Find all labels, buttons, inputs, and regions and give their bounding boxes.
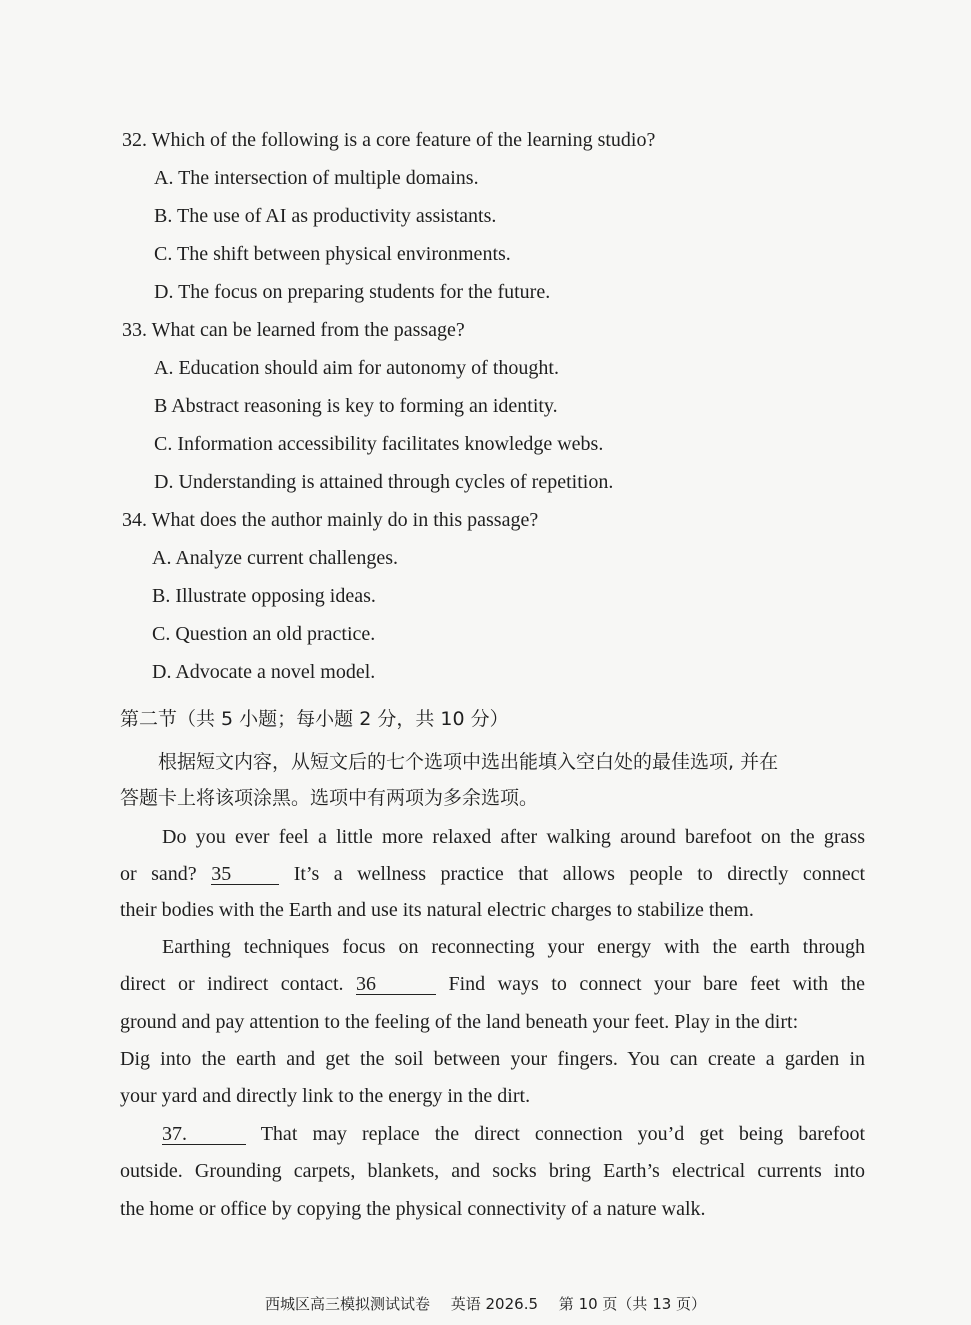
passage-p2-line3: ground and pay attention to the feeling of the land beneath your feet. Play in the dirt: xyxy=(120,1011,799,1033)
question-32-option-a: A. The intersection of multiple domains. xyxy=(154,167,479,189)
question-33-option-a: A. Education should aim for autonomy of thought. xyxy=(154,357,559,379)
question-34-option-d: D. Advocate a novel model. xyxy=(152,661,376,683)
passage-p2-line1: Earthing techniques focus on reconnecting your energy with the earth through xyxy=(162,936,865,958)
blank-36: 36 xyxy=(356,974,436,995)
passage-p2-line2-end: Find ways to connect your bare feet with the xyxy=(448,973,866,995)
blank-37: 37. xyxy=(162,1124,246,1145)
passage-p3-line2: outside. Grounding carpets, blankets, and socks bring Earth’s electrical currents into xyxy=(120,1160,865,1182)
section-heading: 第二节（共 5 小题；每小题 2 分，共 10 分） xyxy=(120,708,509,730)
question-34-stem: 34. What does the author mainly do in this passage? xyxy=(122,509,539,531)
passage-p2-line2-start: direct or indirect contact. xyxy=(120,973,344,995)
passage-p1-line2-end: It’s a wellness practice that allows people to directly connect xyxy=(293,863,866,885)
section-instructions-line1: 根据短文内容，从短文后的七个选项中选出能填入空白处的最佳选项, 并在 xyxy=(158,751,779,773)
question-33-option-c: C. Information accessibility facilitates knowledge webs. xyxy=(154,433,604,455)
question-34-option-b: B. Illustrate opposing ideas. xyxy=(152,585,376,607)
question-33-stem: 33. What can be learned from the passage? xyxy=(122,319,465,341)
passage-p2-line4: Dig into the earth and get the soil between your fingers. You can create a garden in xyxy=(120,1048,865,1070)
question-32-stem: 32. Which of the following is a core feature of the learning studio? xyxy=(122,129,656,151)
section-instructions-line2: 答题卡上将该项涂黑。选项中有两项为多余选项。 xyxy=(120,787,539,809)
passage-p1-line2-start: or sand? xyxy=(120,863,197,885)
question-32-option-c: C. The shift between physical environments. xyxy=(154,243,511,265)
footer-page-number: 第 10 页（共 13 页） xyxy=(558,1295,707,1313)
footer-subject: 英语 2026.5 xyxy=(450,1295,539,1313)
passage-p3-line1 xyxy=(162,1122,865,1146)
passage-p1-line3: their bodies with the Earth and use its natural electric charges to stabilize them. xyxy=(120,899,754,921)
question-32-option-b: B. The use of AI as productivity assistants. xyxy=(154,205,497,227)
question-34-option-c: C. Question an old practice. xyxy=(152,623,376,645)
question-34-option-a: A. Analyze current challenges. xyxy=(152,547,399,569)
footer-exam-name: 西城区高三模拟测试试卷 xyxy=(264,1295,430,1313)
question-33-option-d: D. Understanding is attained through cycles of repetition. xyxy=(154,471,614,493)
passage-p1-line1: Do you ever feel a little more relaxed after walking around barefoot on the grass xyxy=(162,826,865,848)
question-32-option-d: D. The focus on preparing students for the future. xyxy=(154,281,551,303)
passage-p3-line1-end: That may replace the direct connection you’d get being barefoot xyxy=(260,1123,866,1145)
passage-p2-line2 xyxy=(120,972,865,996)
passage-p3-line3: the home or office by copying the physical connectivity of a nature walk. xyxy=(120,1198,706,1220)
passage-p2-line5: your yard and directly link to the energy in the dirt. xyxy=(120,1085,531,1107)
page-footer xyxy=(0,1293,971,1314)
blank-35: 35 xyxy=(211,864,279,885)
question-33-option-b: B Abstract reasoning is key to forming an identity. xyxy=(154,395,558,417)
passage-p1-line2 xyxy=(120,862,865,886)
